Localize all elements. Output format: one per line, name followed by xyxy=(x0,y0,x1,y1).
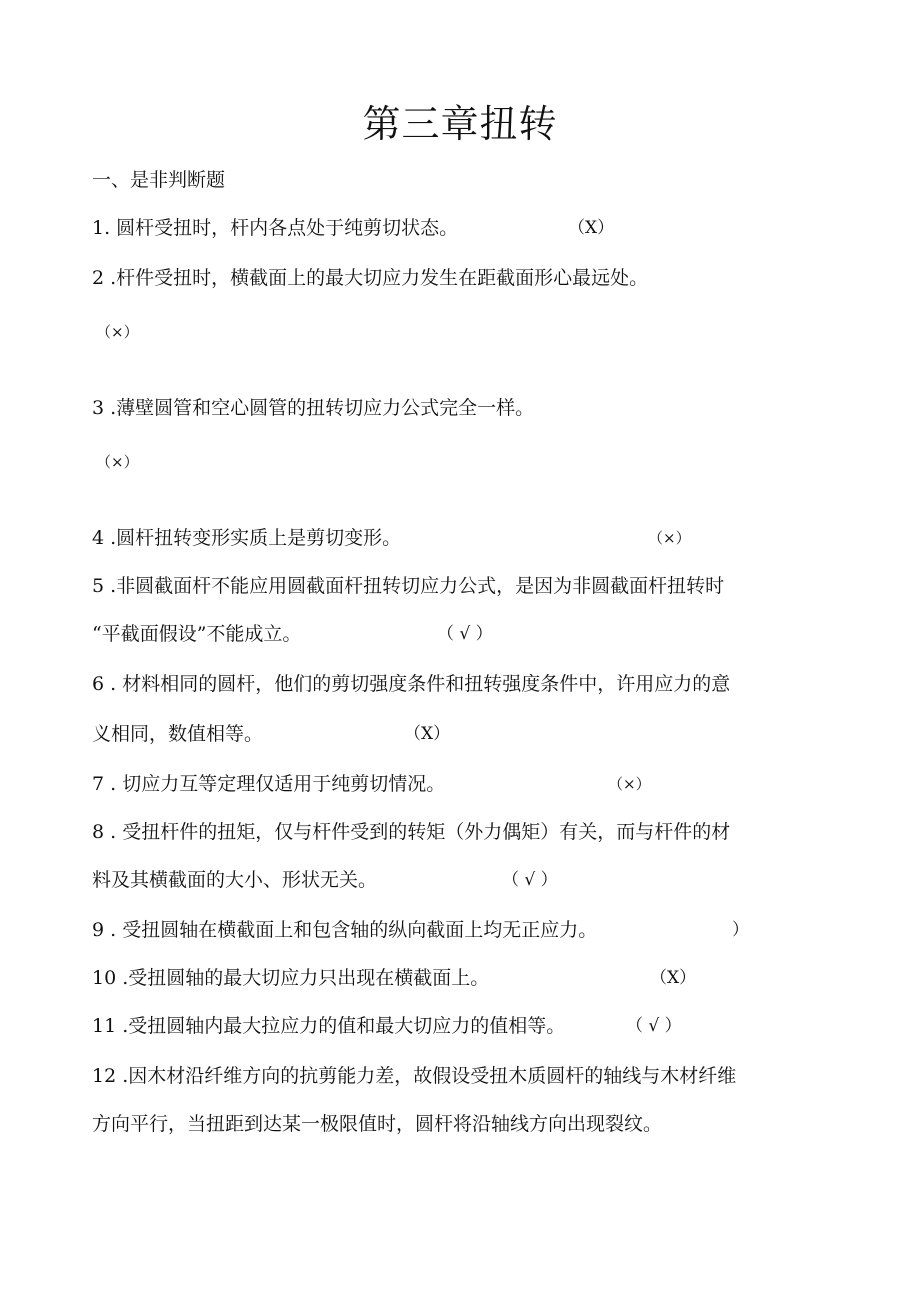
question-9-text: 9 . 受扭圆轴在横截面上和包含轴的纵向截面上均无正应力。 xyxy=(92,919,598,941)
question-10-answer: （X） xyxy=(650,968,697,988)
question-5-line-2: “平截面假设”不能成立。 xyxy=(92,623,302,645)
question-12-line-1: 12 .因木材沿纤维方向的抗剪能力差，故假设受扭木质圆杆的轴线与木材纤维 xyxy=(92,1065,737,1087)
question-5-answer: （ √ ） xyxy=(437,624,493,644)
page-title: 第三章扭转 xyxy=(362,102,558,146)
question-12-line-2: 方向平行，当扭距到达某一极限值时，圆杆将沿轴线方向出现裂纹。 xyxy=(92,1113,663,1135)
question-9-answer: ） xyxy=(732,920,749,940)
question-1-text: 1. 圆杆受扭时，杆内各点处于纯剪切状态。 xyxy=(92,217,459,239)
question-1-answer: （X） xyxy=(568,218,615,238)
question-7-text: 7 . 切应力互等定理仅适用于纯剪切情况。 xyxy=(92,773,446,795)
question-4-answer: （×） xyxy=(648,529,691,547)
question-8-line-2: 料及其横截面的大小、形状无关。 xyxy=(92,869,378,891)
question-7-answer: （×） xyxy=(608,775,651,793)
question-8-answer: （ √ ） xyxy=(502,870,558,890)
question-6-line-2: 义相同，数值相等。 xyxy=(92,723,264,745)
question-10-text: 10 .受扭圆轴的最大切应力只出现在横截面上。 xyxy=(92,967,490,989)
question-6-line-1: 6 . 材料相同的圆杆，他们的剪切强度条件和扭转强度条件中，许用应力的意 xyxy=(92,673,731,695)
question-8-line-1: 8 . 受扭杆件的扭矩，仅与杆件受到的转矩（外力偶矩）有关，而与杆件的材 xyxy=(92,821,731,843)
question-2-text: 2 .杆件受扭时，横截面上的最大切应力发生在距截面形心最远处。 xyxy=(92,267,649,289)
question-5-line-1: 5 .非圆截面杆不能应用圆截面杆扭转切应力公式，是因为非圆截面杆扭转时 xyxy=(92,575,725,597)
question-6-answer: （X） xyxy=(404,724,451,744)
question-11-text: 11 .受扭圆轴内最大拉应力的值和最大切应力的值相等。 xyxy=(92,1015,566,1037)
question-3-answer: （×） xyxy=(96,453,139,471)
question-4-text: 4 .圆杆扭转变形实质上是剪切变形。 xyxy=(92,527,402,549)
question-11-answer: （ √ ） xyxy=(626,1016,682,1036)
section-heading: 一、是非判断题 xyxy=(92,169,226,191)
question-2-answer: （×） xyxy=(96,323,139,341)
question-3-text: 3 .薄壁圆管和空心圆管的扭转切应力公式完全一样。 xyxy=(92,397,535,419)
